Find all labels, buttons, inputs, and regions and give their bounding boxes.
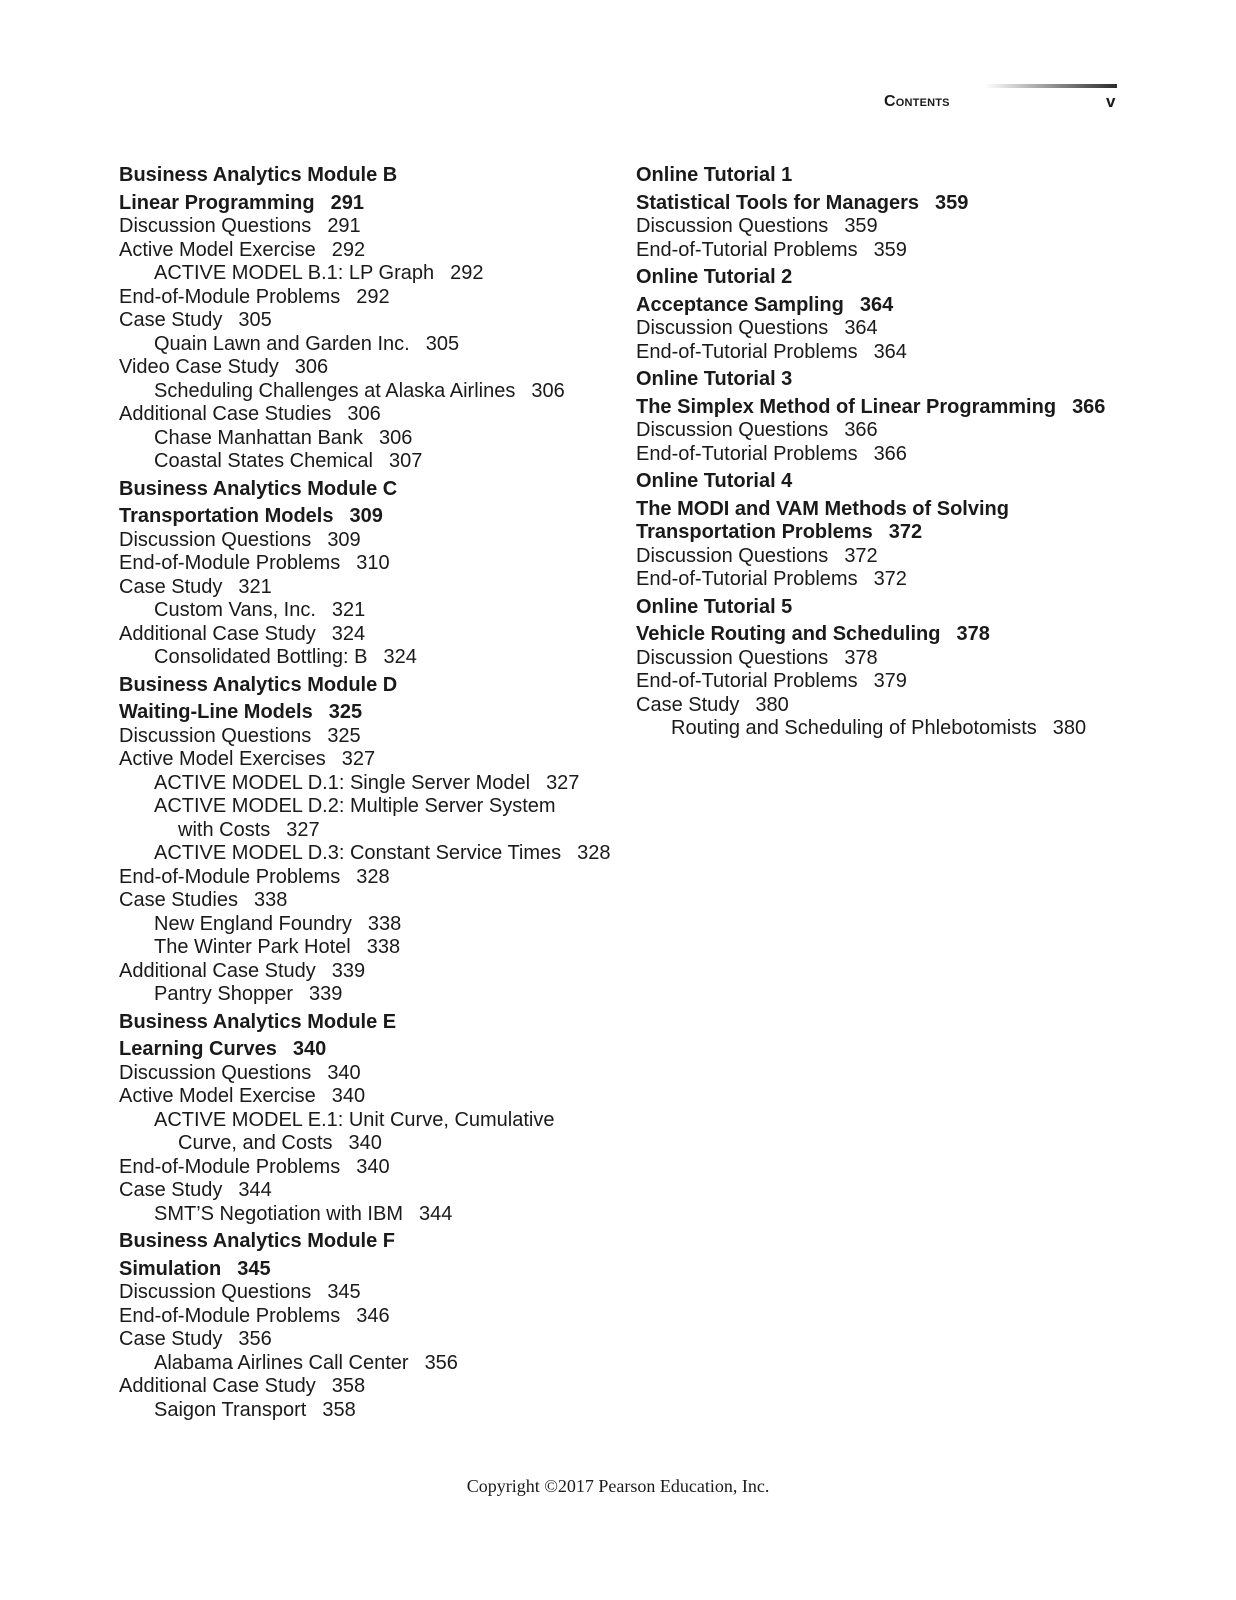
toc-page-number: 305 [238, 309, 272, 331]
toc-entry [119, 529, 619, 553]
toc-entry-text: End-of-Module Problems [119, 285, 341, 308]
toc-page-number: 358 [331, 1375, 366, 1397]
toc-entry [119, 960, 619, 984]
toc-page-number: 305 [425, 332, 460, 355]
toc-entry-text: Transportation Models [119, 505, 334, 527]
toc-entry-text: Additional Case Studies [119, 403, 332, 425]
toc-entry-text: Coastal States Chemical [154, 450, 373, 472]
toc-entry [636, 443, 1136, 467]
toc-entry-text: Additional Case Study [119, 959, 316, 982]
toc-module-heading [119, 1011, 619, 1035]
toc-chapter-title [636, 623, 1136, 647]
toc-chapter-title [119, 1038, 619, 1062]
toc-subentry [119, 1352, 619, 1376]
toc-entry [636, 419, 1136, 443]
toc-entry-text: Alabama Airlines Call Center [154, 1351, 409, 1374]
toc-entry-text: Discussion Questions [119, 528, 312, 551]
toc-entry [119, 1085, 619, 1109]
toc-module-heading [636, 470, 1136, 494]
toc-subentry [119, 599, 619, 623]
toc-entry-text: End-of-Module Problems [119, 552, 341, 574]
toc-page-number: 366 [873, 442, 907, 465]
toc-page-number: 292 [450, 262, 484, 284]
toc-entry [119, 403, 619, 427]
toc-entry [119, 239, 619, 263]
toc-entry-text: The MODI and VAM Methods of Solving [636, 497, 1009, 520]
toc-entry [119, 889, 619, 913]
toc-entry-text: End-of-Module Problems [119, 865, 341, 888]
toc-entry-text: End-of-Tutorial Problems [636, 340, 858, 363]
toc-page-number: 309 [349, 505, 383, 527]
toc-page-number: 309 [327, 528, 361, 551]
toc-page-number: 380 [1052, 717, 1087, 739]
toc-entry-text: End-of-Tutorial Problems [636, 568, 858, 590]
toc-entry [119, 1156, 619, 1180]
toc-page-number: 340 [331, 1085, 366, 1107]
toc-left-column [119, 164, 619, 1422]
toc-entry [119, 1281, 619, 1305]
toc-module-heading [119, 478, 619, 502]
toc-page-number: 345 [237, 1257, 271, 1280]
toc-entry [119, 286, 619, 310]
toc-entry [636, 670, 1136, 694]
toc-entry [119, 356, 619, 380]
toc-subentry-continuation [119, 1132, 619, 1156]
toc-entry-text: Additional Case Study [119, 622, 316, 645]
toc-entry-text: Scheduling Challenges at Alaska Airlines [154, 379, 516, 402]
toc-page-number: 306 [531, 379, 565, 402]
toc-entry-text: Online Tutorial 3 [636, 368, 793, 390]
toc-entry-text: Case Studies [119, 889, 238, 911]
toc-page-number: 327 [286, 818, 320, 841]
toc-page-number: 359 [844, 215, 878, 237]
toc-entry-text: Online Tutorial 1 [636, 164, 793, 186]
toc-subentry [636, 717, 1136, 741]
toc-entry [636, 317, 1136, 341]
toc-entry [636, 694, 1136, 718]
toc-entry [119, 1328, 619, 1352]
toc-chapter-title [119, 1258, 619, 1282]
toc-entry-text: Discussion Questions [636, 544, 829, 567]
toc-page-number: 340 [348, 1132, 382, 1154]
toc-entry-text: Acceptance Sampling [636, 293, 844, 316]
toc-page-number: 372 [888, 521, 923, 543]
toc-entry-text: ACTIVE MODEL E.1: Unit Curve, Cumulative [154, 1108, 555, 1131]
toc-entry-text: Active Model Exercises [119, 748, 326, 770]
toc-subentry [119, 913, 619, 937]
toc-module-heading [119, 674, 619, 698]
toc-entry [119, 552, 619, 576]
toc-page-number: 378 [956, 623, 990, 645]
toc-entry-text: Discussion Questions [119, 1061, 312, 1084]
toc-page-number: 325 [327, 724, 361, 747]
toc-module-heading [636, 596, 1136, 620]
toc-entry-text: Active Model Exercise [119, 1085, 316, 1107]
toc-entry-text: Online Tutorial 2 [636, 266, 793, 288]
toc-chapter-title [636, 498, 1136, 522]
toc-entry [119, 576, 619, 600]
toc-entry-text: Business Analytics Module C [119, 477, 398, 500]
toc-subentry [119, 795, 619, 819]
toc-entry-text: Discussion Questions [119, 724, 312, 747]
toc-entry [119, 1179, 619, 1203]
toc-page-number: 338 [253, 889, 288, 911]
toc-chapter-title [636, 294, 1136, 318]
toc-page-number: 366 [844, 419, 878, 441]
toc-page-number: 372 [873, 568, 907, 590]
toc-entry [119, 623, 619, 647]
toc-entry-text: End-of-Tutorial Problems [636, 238, 858, 261]
toc-entry-text: Quain Lawn and Garden Inc. [154, 332, 410, 355]
toc-entry-text: Discussion Questions [119, 215, 312, 237]
running-header-title: Contents [884, 93, 950, 110]
toc-chapter-title [119, 505, 619, 529]
toc-entry [636, 647, 1136, 671]
toc-module-heading [636, 266, 1136, 290]
toc-subentry [119, 646, 619, 670]
toc-entry-text: The Simplex Method of Linear Programming [636, 395, 1057, 418]
toc-page-number: 372 [844, 544, 878, 567]
toc-page-number: 338 [367, 912, 402, 935]
toc-entry-text: End-of-Tutorial Problems [636, 670, 858, 692]
toc-subentry [119, 842, 619, 866]
toc-page-number: 307 [388, 450, 423, 472]
toc-page-number: 346 [356, 1304, 390, 1327]
toc-entry-text: Routing and Scheduling of Phlebotomists [671, 717, 1037, 739]
toc-page-number: 356 [238, 1328, 272, 1350]
toc-page-number: 379 [873, 670, 907, 692]
toc-subentry [119, 1203, 619, 1227]
toc-module-heading [636, 164, 1136, 188]
toc-entry [119, 1062, 619, 1086]
toc-entry-text: Case Study [119, 575, 223, 598]
toc-entry-text: Active Model Exercise [119, 238, 316, 261]
toc-entry [636, 568, 1136, 592]
toc-page-number: 324 [383, 646, 417, 668]
toc-subentry [119, 983, 619, 1007]
toc-entry-text: Business Analytics Module F [119, 1230, 395, 1252]
toc-page-number: 359 [873, 238, 907, 261]
toc-entry-text: Business Analytics Module E [119, 1010, 397, 1033]
toc-page-number: 359 [935, 191, 969, 214]
toc-entry-text: ACTIVE MODEL D.2: Multiple Server System [154, 795, 556, 817]
toc-chapter-title [636, 521, 1136, 545]
toc-page-number: 340 [327, 1061, 361, 1084]
toc-entry-text: Vehicle Routing and Scheduling [636, 623, 941, 645]
toc-entry-text: Business Analytics Module B [119, 164, 398, 186]
toc-page-number: 324 [331, 622, 366, 645]
toc-subentry [119, 333, 619, 357]
toc-entry-text: Business Analytics Module D [119, 673, 398, 696]
toc-subentry [119, 427, 619, 451]
toc-entry-text: Simulation [119, 1257, 222, 1280]
toc-entry [119, 1375, 619, 1399]
toc-entry-text: Chase Manhattan Bank [154, 426, 364, 449]
toc-entry-text: SMT’S Negotiation with IBM [154, 1202, 403, 1225]
toc-entry-text: Waiting-Line Models [119, 701, 313, 723]
toc-entry-text: Discussion Questions [636, 646, 829, 669]
toc-entry-text: Custom Vans, Inc. [154, 599, 316, 621]
toc-page-number: 380 [755, 693, 789, 716]
toc-page-number: 291 [330, 191, 364, 214]
toc-page-number: 292 [356, 285, 390, 308]
toc-page-number: 321 [238, 575, 272, 598]
toc-page-number: 340 [356, 1155, 390, 1178]
toc-entry-text: Saigon Transport [154, 1398, 307, 1421]
toc-module-heading [636, 368, 1136, 392]
toc-page-number: 325 [328, 701, 363, 723]
toc-page-number: 345 [327, 1281, 361, 1303]
toc-entry-text: Additional Case Study [119, 1375, 316, 1397]
toc-page-number: 339 [331, 959, 366, 982]
toc-entry-text: Case Study [636, 693, 740, 716]
toc-page-number: 306 [347, 403, 381, 425]
toc-chapter-title [119, 701, 619, 725]
page-number: v [1106, 92, 1116, 111]
toc-entry [636, 239, 1136, 263]
toc-page-number: 364 [859, 293, 894, 316]
toc-entry-text: Online Tutorial 4 [636, 470, 793, 492]
toc-page-number: 327 [341, 748, 376, 770]
toc-subentry [119, 936, 619, 960]
toc-page-number: 364 [844, 317, 878, 339]
toc-entry-text: Discussion Questions [636, 215, 829, 237]
toc-entry-text: Transportation Problems [636, 521, 873, 543]
toc-entry [119, 309, 619, 333]
toc-entry [636, 215, 1136, 239]
toc-page-number: 328 [356, 865, 390, 888]
toc-entry-text: Discussion Questions [636, 419, 829, 441]
toc-right-column [636, 164, 1136, 741]
toc-page-number: 340 [292, 1038, 327, 1060]
toc-entry-text: Statistical Tools for Managers [636, 191, 920, 214]
toc-page-number: 358 [322, 1398, 356, 1421]
toc-entry-text: Consolidated Bottling: B [154, 646, 368, 668]
toc-entry-text: Case Study [119, 1179, 223, 1201]
toc-subentry [119, 772, 619, 796]
toc-entry-text: with Costs [178, 818, 271, 841]
toc-page-number: 364 [873, 340, 907, 363]
toc-page-number: 306 [379, 426, 413, 449]
toc-chapter-title [636, 396, 1136, 420]
toc-entry-text: Case Study [119, 309, 223, 331]
toc-page-number: 321 [331, 599, 366, 621]
toc-entry-text: ACTIVE MODEL B.1: LP Graph [154, 262, 435, 284]
toc-page-number: 328 [577, 842, 611, 864]
toc-subentry [119, 1109, 619, 1133]
toc-page-number: 292 [331, 238, 366, 261]
toc-entry [119, 748, 619, 772]
toc-page-number: 338 [366, 936, 401, 958]
toc-entry [119, 215, 619, 239]
toc-page-number: 339 [308, 983, 343, 1005]
toc-page-number: 327 [546, 771, 580, 794]
toc-entry-text: End-of-Tutorial Problems [636, 442, 858, 465]
toc-entry-text: Pantry Shopper [154, 983, 293, 1005]
toc-subentry [119, 262, 619, 286]
toc-entry [119, 866, 619, 890]
toc-subentry [119, 450, 619, 474]
toc-module-heading [119, 1230, 619, 1254]
toc-entry-text: Linear Programming [119, 191, 315, 214]
toc-chapter-title [636, 192, 1136, 216]
toc-entry-text: Case Study [119, 1328, 223, 1350]
toc-subentry-continuation [119, 819, 619, 843]
toc-entry-text: End-of-Module Problems [119, 1304, 341, 1327]
toc-page-number: 366 [1072, 395, 1106, 418]
toc-module-heading [119, 164, 619, 188]
toc-entry-text: Discussion Questions [636, 317, 829, 339]
toc-entry-text: ACTIVE MODEL D.3: Constant Service Times [154, 842, 562, 864]
toc-entry [636, 545, 1136, 569]
toc-entry-text: ACTIVE MODEL D.1: Single Server Model [154, 771, 531, 794]
toc-subentry [119, 380, 619, 404]
toc-chapter-title [119, 192, 619, 216]
toc-entry-text: End-of-Module Problems [119, 1155, 341, 1178]
toc-entry [119, 1305, 619, 1329]
toc-subentry [119, 1399, 619, 1423]
toc-page-number: 378 [844, 646, 878, 669]
copyright-footer: Copyright ©2017 Pearson Education, Inc. [466, 1476, 770, 1496]
toc-page-number: 291 [327, 215, 361, 237]
toc-entry [636, 341, 1136, 365]
toc-entry-text: Curve, and Costs [178, 1132, 333, 1154]
toc-entry [119, 725, 619, 749]
toc-page-number: 356 [424, 1351, 458, 1374]
toc-page-number: 344 [418, 1202, 453, 1225]
toc-page-number: 310 [356, 552, 390, 574]
toc-page-number: 306 [294, 356, 329, 378]
toc-entry-text: Learning Curves [119, 1038, 277, 1060]
toc-page-number: 344 [238, 1179, 272, 1201]
toc-entry-text: The Winter Park Hotel [154, 936, 351, 958]
toc-entry-text: Online Tutorial 5 [636, 595, 793, 618]
toc-entry-text: New England Foundry [154, 912, 352, 935]
toc-entry-text: Video Case Study [119, 356, 279, 378]
toc-entry-text: Discussion Questions [119, 1281, 312, 1303]
header-rule [985, 84, 1117, 88]
